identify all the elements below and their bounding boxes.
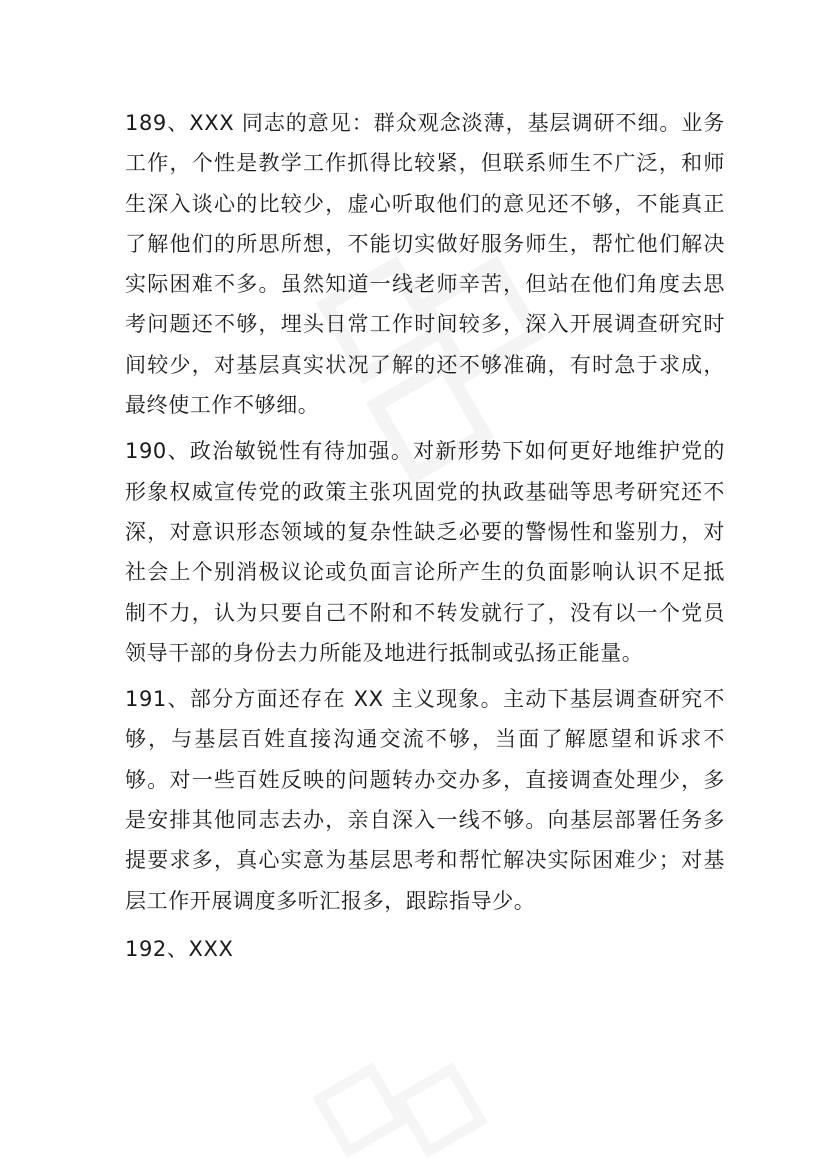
paragraph-189: 189、XXX 同志的意见：群众观念淡薄，基层调研不细。业务工作，个性是教学工作抓得比较紧，但联系师生不广泛，和师生深入谈心的比较少，虚心听取他们的意见还不够，不能真正了解他们的所思所想，不能切实做好服务师生，帮忙他们解决实际困难不多。虽然知道一线老师辛苦，但站在他们角度去思考问题还不够，埋头日常工作时间较多，深入开展调查研究时间较少，对基层真实状况了解的还不够准确，有时急于求成，最终使工作不够细。 xyxy=(125,111,725,418)
watermark-icon xyxy=(300,1050,500,1170)
paragraph-191: 191、部分方面还存在 XX 主义现象。主动下基层调查研究不够，与基层百姓直接沟通交流不够，当面了解愿望和诉求不够。对一些百姓反映的问题转办交办多，直接调查处理少，多是安排其他同志去办，亲自深入一线不够。向基层部署任务多提要求多，真心实意为基层思考和帮忙解决实际困难少；对基层工作开展调度多听汇报多，跟踪指导少。 xyxy=(125,687,725,913)
paragraph-190: 190、政治敏锐性有待加强。对新形势下如何更好地维护党的形象权威宣传党的政策主张巩固党的执政基础等思考研究还不深，对意识形态领域的复杂性缺乏必要的警惕性和鉴别力，对社会上个别消极议论或负面言论所产生的负面影响认识不足抵制不力，认为只要自己不附和不转发就行了，没有以一个党员领导干部的身份去力所能及地进行抵制或弘扬正能量。 xyxy=(125,439,725,665)
paragraph-192: 192、XXX xyxy=(125,936,234,961)
document-body xyxy=(125,103,725,975)
